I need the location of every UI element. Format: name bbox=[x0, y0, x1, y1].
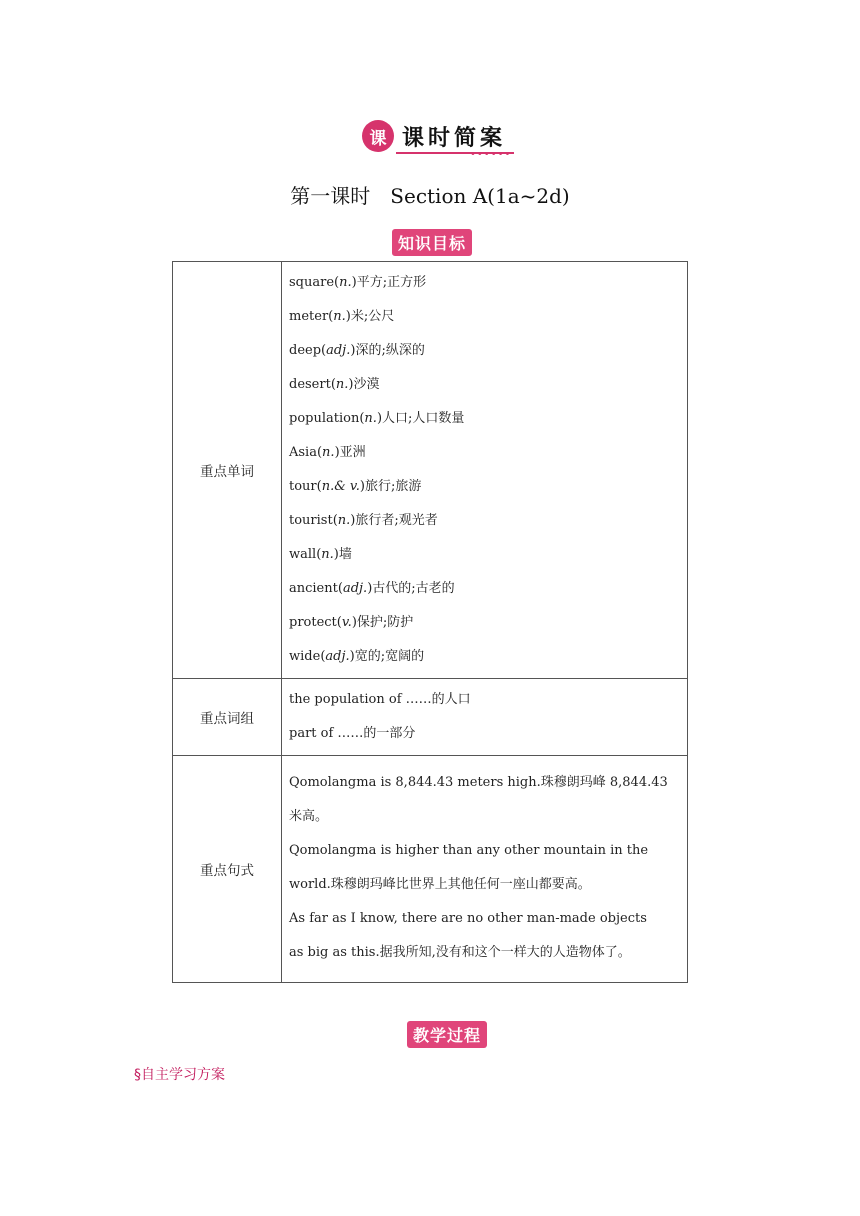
vocab-word: desert bbox=[289, 377, 331, 392]
vocab-part-of-speech: adj. bbox=[326, 343, 351, 358]
vocab-meaning: 古代的;古老的 bbox=[372, 581, 455, 596]
sentence-line: as big as this.据我所知,没有和这个一样大的人造物体了。 bbox=[289, 945, 631, 960]
vocab-meaning: 人口;人口数量 bbox=[382, 411, 465, 426]
vocab-part-of-speech: adj. bbox=[325, 649, 350, 664]
vocab-item: tourist(n.)旅行者;观光者 bbox=[289, 513, 438, 528]
vocab-part-of-speech: n. bbox=[339, 275, 352, 290]
lesson-title: 第一课时 Section A(1a~2d) bbox=[290, 184, 570, 208]
vocab-meaning: 宽的;宽阔的 bbox=[354, 649, 425, 664]
vocab-item: Asia(n.)亚洲 bbox=[289, 445, 366, 460]
vocab-part-of-speech: n. bbox=[321, 547, 334, 562]
vocab-word: tour bbox=[289, 479, 317, 494]
vocab-word: tourist bbox=[289, 513, 333, 528]
key-sentences-row bbox=[173, 756, 688, 983]
vocab-part-of-speech: n. bbox=[333, 309, 346, 324]
key-words-row bbox=[173, 262, 688, 679]
badge-dots-decoration: •••••• bbox=[470, 149, 512, 160]
vocab-meaning: 保护;防护 bbox=[356, 615, 414, 630]
key-words-category: 重点单词 bbox=[173, 262, 282, 679]
vocab-meaning: 平方;正方形 bbox=[356, 275, 427, 290]
vocab-word: Asia bbox=[289, 445, 317, 460]
teaching-process-label: 教学过程 bbox=[407, 1021, 487, 1048]
sentence-line: world.珠穆朗玛峰比世界上其他任何一座山都要高。 bbox=[289, 877, 591, 892]
vocab-part-of-speech: n. bbox=[335, 377, 349, 392]
vocab-item: square(n.)平方;正方形 bbox=[289, 275, 427, 290]
vocab-item: desert(n.)沙漠 bbox=[289, 377, 380, 392]
vocab-word: square bbox=[289, 275, 335, 290]
vocab-item: meter(n.)米;公尺 bbox=[289, 309, 395, 324]
knowledge-goals-label: 知识目标 bbox=[392, 229, 472, 256]
vocab-part-of-speech: n. bbox=[322, 445, 335, 460]
phrase-item: the population of ……的人口 bbox=[289, 692, 471, 707]
sentence-line: As far as I know, there are no other man-made objects bbox=[289, 911, 647, 926]
vocab-item: protect(v.)保护;防护 bbox=[289, 615, 414, 630]
self-study-section-link[interactable]: §自主学习方案 bbox=[134, 1067, 225, 1083]
vocab-word: protect bbox=[289, 615, 337, 630]
vocab-part-of-speech: adj. bbox=[342, 581, 368, 596]
vocab-word: population bbox=[289, 411, 360, 426]
sentence-line: 米高。 bbox=[289, 809, 329, 824]
key-sentences-cell bbox=[282, 756, 688, 983]
vocab-meaning: 沙漠 bbox=[353, 377, 380, 392]
key-words-cell bbox=[282, 262, 688, 679]
key-sentences-category: 重点句式 bbox=[173, 756, 282, 983]
phrase-item: part of ……的一部分 bbox=[289, 726, 416, 741]
vocab-part-of-speech: n.& v. bbox=[321, 479, 360, 494]
vocab-item: wall(n.)墙 bbox=[289, 547, 352, 562]
lesson-icon: 课 bbox=[362, 120, 394, 152]
vocab-meaning: 深的;纵深的 bbox=[355, 343, 425, 358]
key-words-list bbox=[289, 262, 680, 678]
vocab-part-of-speech: n. bbox=[337, 513, 351, 528]
knowledge-goals-table bbox=[172, 261, 688, 983]
vocab-item: ancient(adj.)古代的;古老的 bbox=[289, 581, 455, 596]
key-sentences-list bbox=[289, 756, 680, 982]
vocab-item: deep(adj.)深的;纵深的 bbox=[289, 343, 425, 358]
key-phrases-category: 重点词组 bbox=[173, 679, 282, 756]
vocab-word: ancient bbox=[289, 581, 338, 596]
vocab-meaning: 旅行者;观光者 bbox=[355, 513, 438, 528]
sentence-line: Qomolangma is 8,844.43 meters high.珠穆朗玛峰 8,844.43 bbox=[289, 775, 668, 790]
key-phrases-row bbox=[173, 679, 688, 756]
badge-title: 课时简案 bbox=[402, 126, 507, 151]
sentence-line: Qomolangma is higher than any other mountain in the bbox=[289, 843, 649, 858]
lesson-plan-badge bbox=[362, 120, 522, 158]
vocab-word: deep bbox=[289, 343, 322, 358]
vocab-meaning: 亚洲 bbox=[339, 445, 366, 460]
key-phrases-cell bbox=[282, 679, 688, 756]
key-phrases-list bbox=[289, 679, 680, 755]
vocab-meaning: 墙 bbox=[338, 547, 352, 562]
vocab-meaning: 米;公尺 bbox=[350, 309, 395, 324]
vocab-meaning: 旅行;旅游 bbox=[364, 479, 422, 494]
vocab-item: wide(adj.)宽的;宽阔的 bbox=[289, 649, 425, 664]
vocab-word: meter bbox=[289, 309, 329, 324]
vocab-part-of-speech: v. bbox=[341, 615, 352, 630]
vocab-item: population(n.)人口;人口数量 bbox=[289, 411, 465, 426]
vocab-item: tour(n.& v.)旅行;旅游 bbox=[289, 479, 422, 494]
vocab-word: wide bbox=[289, 649, 321, 664]
vocab-word: wall bbox=[289, 547, 317, 562]
vocab-part-of-speech: n. bbox=[364, 411, 377, 426]
